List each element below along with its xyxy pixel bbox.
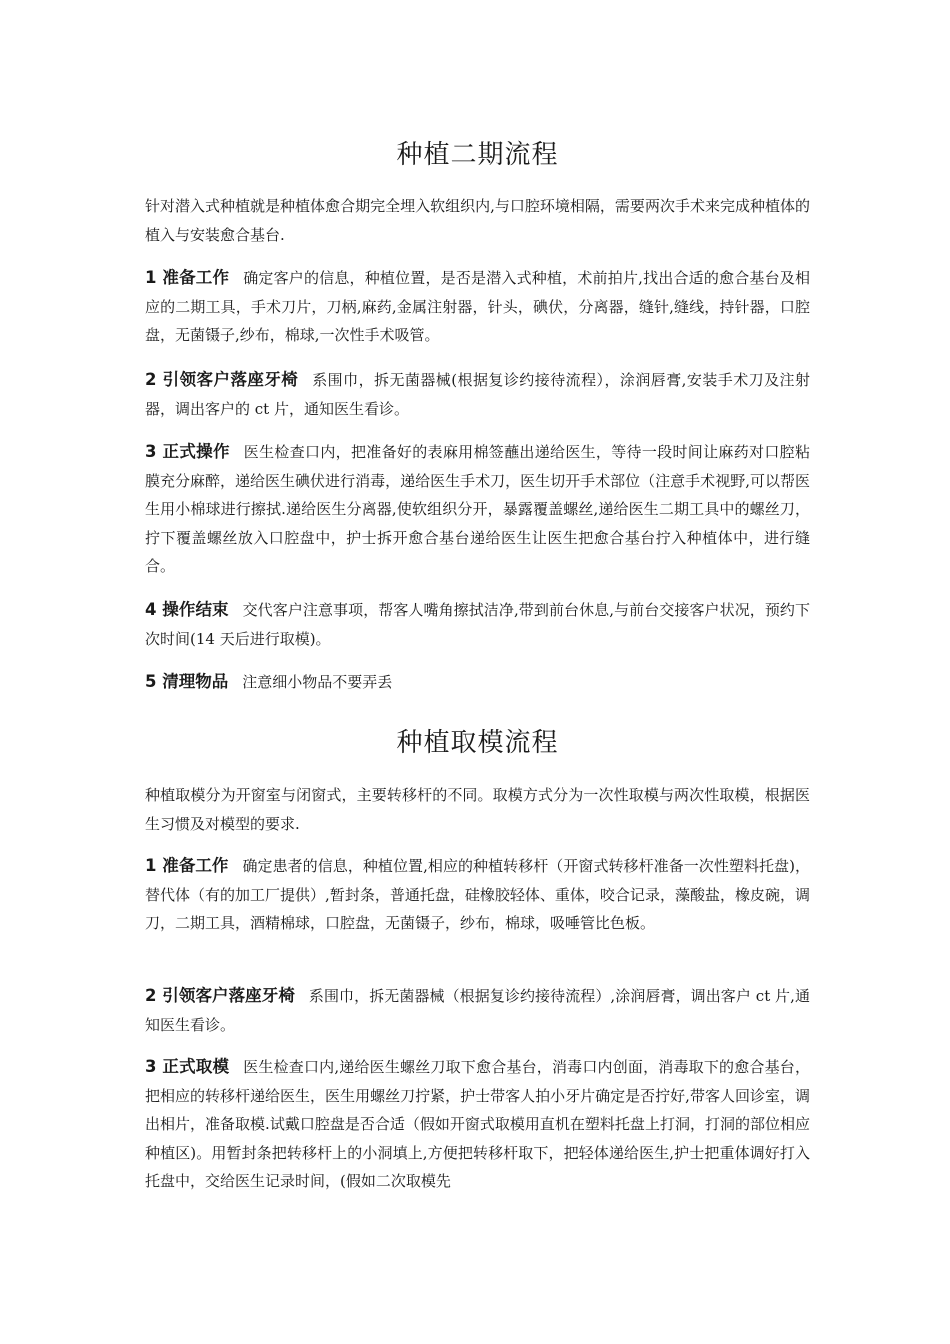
section1-step-3 [145, 438, 810, 581]
step-text: 交代客户注意事项，帮客人嘴角擦拭洁净,带到前台休息,与前台交接客户状况，预约下次时间(14 天后进行取模)。 [145, 601, 810, 648]
step-text: 系围巾，拆无菌器械（根据复诊约接待流程）,涂润唇膏，调出客户 ct 片,通知医生看诊。 [145, 987, 810, 1034]
section2-title: 种植取模流程 [396, 728, 559, 758]
step-heading: 5 清理物品 [145, 672, 229, 691]
step-text: 注意细小物品不要弄丢 [242, 673, 393, 691]
step-text: 确定客户的信息，种植位置，是否是潜入式种植，术前拍片,找出合适的愈合基台及相应的二期工具，手术刀片，刀柄,麻药,金属注射器，针头，碘伏，分离器，缝针,缝线，持针器，口腔盘，无菌镊子,纱布，棉球,一次性手术吸管。 [145, 269, 810, 344]
step-heading: 1 准备工作 [145, 268, 230, 287]
section1-step-2 [145, 366, 810, 423]
step-heading: 3 正式操作 [145, 442, 230, 461]
section1-intro: 针对潜入式种植就是种植体愈合期完全埋入软组织内,与口腔环境相隔，需要两次手术来完成种植体的植入与安装愈合基台. [145, 197, 810, 244]
section1-step-5 [145, 668, 810, 697]
section1-title: 种植二期流程 [396, 140, 559, 170]
section2-step-1 [145, 852, 810, 938]
step-text: 确定患者的信息，种植位置,相应的种植转移杆（开窗式转移杆准备一次性塑料托盘)，替代体（有的加工厂提供）,暂封条，普通托盘，硅橡胶轻体、重体，咬合记录，藻酸盐，橡皮碗，调刀，二期工具，酒精棉球，口腔盘，无菌镊子，纱布，棉球，吸唾管比色板。 [145, 857, 811, 932]
step-text: 系围巾，拆无菌器械(根据复诊约接待流程），涂润唇膏,安装手术刀及注射器，调出客户的 ct 片，通知医生看诊。 [145, 371, 811, 418]
step-heading: 3 正式取模 [145, 1057, 230, 1076]
section2-step-2 [145, 982, 810, 1039]
step-heading: 4 操作结束 [145, 600, 229, 619]
step-heading: 2 引领客户落座牙椅 [145, 986, 295, 1005]
section1-step-4 [145, 596, 810, 653]
step-heading: 1 准备工作 [145, 856, 229, 875]
step-text: 医生检查口内，把准备好的表麻用棉签蘸出递给医生，等待一段时间让麻药对口腔粘膜充分麻醉，递给医生碘伏进行消毒，递给医生手术刀，医生切开手术部位（注意手术视野,可以帮医生用小棉球进行擦拭.递给医生分离器,使软组织分开，暴露覆盖螺丝,递给医生二期工具中的螺丝刀，拧下覆盖螺丝放入口腔盘中，护士拆开愈合基台递给医生让医生把愈合基台拧入种植体中，进行缝合。 [145, 443, 810, 575]
section2-intro: 种植取模分为开窗室与闭窗式，主要转移杆的不同。取模方式分为一次性取模与两次性取模，根据医生习惯及对模型的要求. [145, 786, 810, 833]
step-heading: 2 引领客户落座牙椅 [145, 370, 299, 389]
section2-step-3 [145, 1053, 810, 1196]
section1-step-1 [145, 264, 810, 350]
step-text: 医生检查口内,递给医生螺丝刀取下愈合基台，消毒口内创面，消毒取下的愈合基台，把相应的转移杆递给医生，医生用螺丝刀拧紧，护士带客人拍小牙片确定是否拧好,带客人回诊室，调出相片，准备取模.试戴口腔盘是否合适（假如开窗式取模用直机在塑料托盘上打洞，打洞的部位相应种植区)。用暂封条把转移杆上的小洞填上,方便把转移杆取下，把轻体递给医生,护士把重体调好打入托盘中，交给医生记录时间，(假如二次取模先 [145, 1058, 810, 1190]
